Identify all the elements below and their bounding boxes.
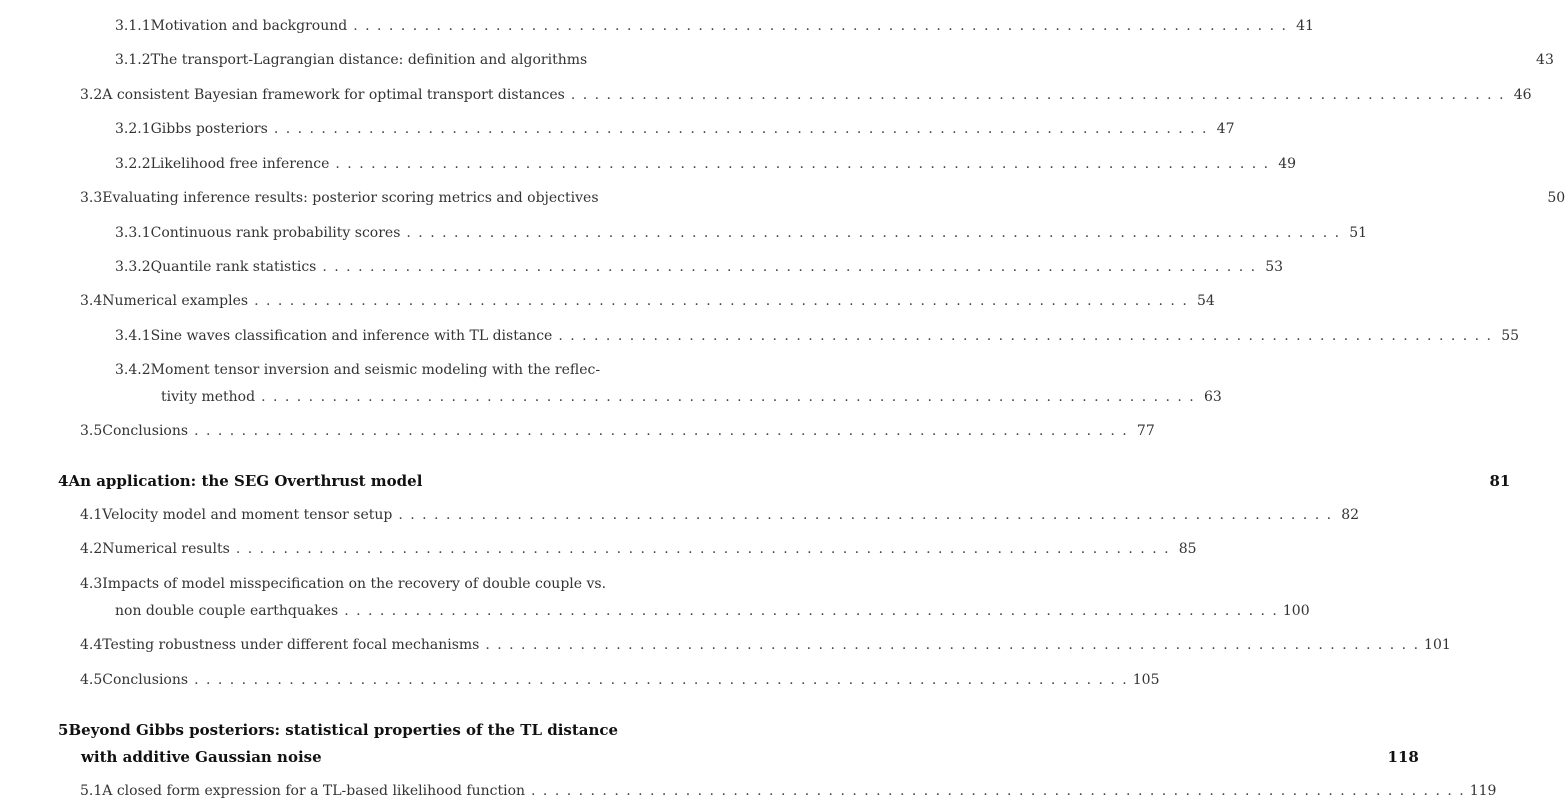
entry-page: 82 xyxy=(1341,507,1360,523)
entry-title: Evaluating inference results: posterior scoring metrics and objectives xyxy=(102,190,599,206)
entry-number: 3.1.2 xyxy=(115,52,151,68)
toc-entry[interactable] xyxy=(115,18,1314,40)
toc-entry[interactable] xyxy=(80,423,1155,445)
chapter-number: 4 xyxy=(58,472,69,490)
toc-entry[interactable] xyxy=(115,52,1554,74)
chapter-number: 5 xyxy=(58,721,69,739)
toc-entry[interactable] xyxy=(80,637,1451,659)
toc-entry[interactable] xyxy=(115,259,1284,281)
entry-title: Numerical results xyxy=(102,541,230,557)
toc-entry[interactable] xyxy=(115,225,1368,247)
entry-number: 3.3.1 xyxy=(115,225,151,241)
toc-chapter[interactable] xyxy=(58,721,619,743)
toc-entry[interactable] xyxy=(80,541,1197,563)
entry-page: 41 xyxy=(1296,18,1314,34)
dot-leader xyxy=(248,293,1193,309)
entry-page: 51 xyxy=(1349,225,1368,241)
entry-page: 50 xyxy=(1547,190,1565,206)
entry-number: 4.4 xyxy=(80,637,103,653)
entry-title: Continuous rank probability scores xyxy=(150,225,401,241)
dot-leader xyxy=(525,783,1470,799)
entry-title: A consistent Bayesian framework for optimal transport distances xyxy=(102,87,565,103)
entry-title: Velocity model and moment tensor setup xyxy=(102,507,393,523)
entry-title: Numerical examples xyxy=(102,293,249,309)
entry-number: 4.5 xyxy=(80,672,103,688)
toc-entry[interactable] xyxy=(80,87,1532,109)
dot-leader xyxy=(268,121,1213,137)
entry-title: Sine waves classification and inference with TL distance xyxy=(150,328,553,344)
toc-chapter-continuation[interactable] xyxy=(81,748,1419,770)
chapter-title-continuation: with additive Gaussian noise xyxy=(81,748,322,766)
dot-leader xyxy=(338,603,1283,619)
entry-title: Likelihood free inference xyxy=(150,156,330,172)
toc-entry[interactable] xyxy=(80,783,1497,805)
dot-leader xyxy=(188,672,1133,688)
dot-leader xyxy=(400,225,1345,241)
entry-title: Conclusions xyxy=(102,423,189,439)
dot-leader xyxy=(230,541,1175,557)
dot-leader xyxy=(255,389,1200,405)
entry-page: 77 xyxy=(1136,423,1155,439)
entry-page: 101 xyxy=(1424,637,1451,653)
dot-leader xyxy=(329,156,1274,172)
entry-page: 100 xyxy=(1282,603,1310,619)
chapter-title: Beyond Gibbs posteriors: statistical properties of the TL distance xyxy=(68,721,619,739)
chapter-title: An application: the SEG Overthrust model xyxy=(68,472,423,490)
entry-title: Motivation and background xyxy=(150,18,348,34)
entry-number: 4.2 xyxy=(80,541,103,557)
entry-page: 43 xyxy=(1536,52,1554,68)
dot-leader xyxy=(188,423,1133,439)
toc-entry[interactable] xyxy=(115,156,1297,178)
entry-page: 63 xyxy=(1203,389,1222,405)
entry-title-continuation: non double couple earthquakes xyxy=(115,603,339,619)
entry-page: 105 xyxy=(1132,672,1160,688)
dot-leader xyxy=(392,507,1337,523)
entry-title: Impacts of model misspecification on the recovery of double couple vs. xyxy=(102,576,607,592)
dot-leader xyxy=(479,637,1424,653)
entry-title: A closed form expression for a TL-based likelihood function xyxy=(102,783,526,799)
toc-entry-continuation[interactable] xyxy=(115,603,1310,625)
entry-number: 3.2 xyxy=(80,87,103,103)
entry-page: 119 xyxy=(1469,783,1497,799)
toc-entry[interactable] xyxy=(80,190,1565,212)
entry-number: 5.1 xyxy=(80,783,103,799)
entry-number: 3.1.1 xyxy=(115,18,151,34)
entry-number: 4.1 xyxy=(80,507,103,523)
entry-number: 3.2.2 xyxy=(115,156,151,172)
entry-number: 4.3 xyxy=(80,576,103,592)
entry-page: 85 xyxy=(1178,541,1197,557)
entry-number: 3.3 xyxy=(80,190,103,206)
toc-entry[interactable] xyxy=(115,121,1235,143)
toc-entry[interactable] xyxy=(80,507,1360,529)
chapter-page: 81 xyxy=(1489,472,1511,490)
toc-chapter[interactable] xyxy=(58,472,1511,494)
entry-number: 3.5 xyxy=(80,423,103,439)
dot-leader xyxy=(316,259,1261,275)
toc-entry[interactable] xyxy=(80,672,1160,694)
dot-leader xyxy=(565,87,1510,103)
entry-page: 46 xyxy=(1513,87,1532,103)
entry-number: 3.3.2 xyxy=(115,259,151,275)
toc-entry-continuation[interactable] xyxy=(161,389,1222,411)
toc-entry[interactable] xyxy=(80,293,1215,315)
entry-page: 49 xyxy=(1278,156,1297,172)
entry-title-continuation: tivity method xyxy=(161,389,256,405)
entry-page: 53 xyxy=(1265,259,1284,275)
entry-title: Moment tensor inversion and seismic modeling with the reflec- xyxy=(150,362,601,378)
entry-title: Gibbs posteriors xyxy=(150,121,268,137)
entry-number: 3.4 xyxy=(80,293,103,309)
entry-page: 54 xyxy=(1196,293,1215,309)
entry-page: 55 xyxy=(1501,328,1520,344)
entry-number: 3.4.2 xyxy=(115,362,151,378)
chapter-page: 118 xyxy=(1387,748,1419,766)
toc-entry[interactable] xyxy=(80,576,607,598)
dot-leader xyxy=(552,328,1497,344)
entry-title: Testing robustness under different focal mechanisms xyxy=(102,637,480,653)
entry-number: 3.2.1 xyxy=(115,121,151,137)
toc-entry[interactable] xyxy=(115,362,599,384)
entry-title: The transport-Lagrangian distance: definition and algorithms xyxy=(150,52,588,68)
toc-entry[interactable] xyxy=(115,328,1520,350)
entry-title: Quantile rank statistics xyxy=(150,259,317,275)
entry-number: 3.4.1 xyxy=(115,328,151,344)
dot-leader xyxy=(347,18,1292,34)
entry-page: 47 xyxy=(1216,121,1235,137)
entry-title: Conclusions xyxy=(102,672,189,688)
